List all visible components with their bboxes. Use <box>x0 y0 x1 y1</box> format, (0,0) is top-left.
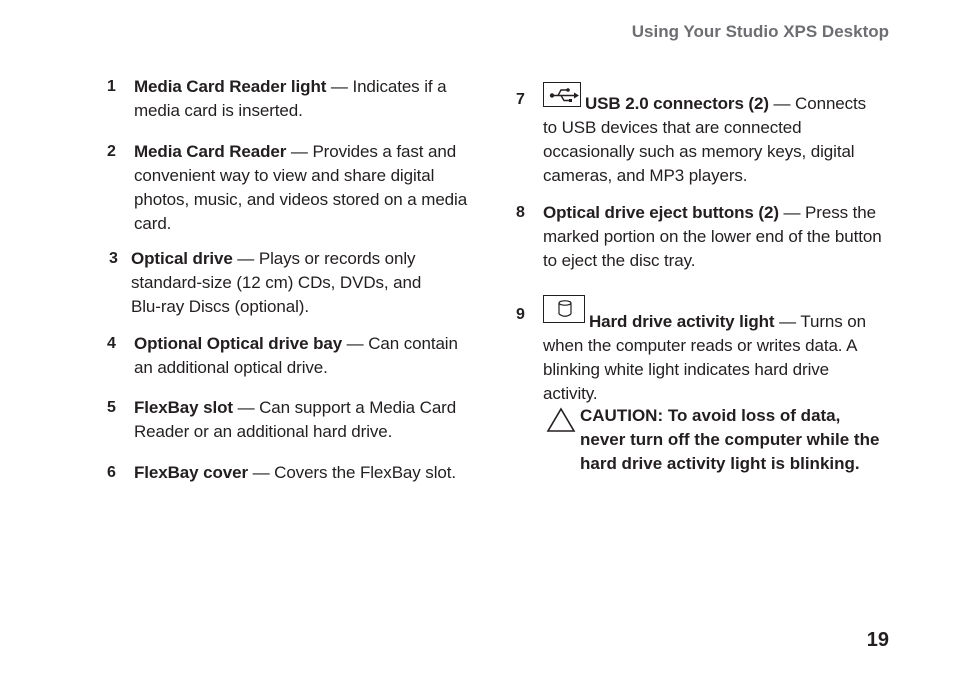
usb-icon <box>543 82 581 107</box>
item-term: Hard drive activity light <box>589 312 775 331</box>
page-number: 19 <box>866 629 889 651</box>
item-term: Optional Optical drive bay <box>134 334 343 353</box>
item-term: Optical drive <box>131 249 233 268</box>
item-description: — Can support a Media Card Reader or an additional hard drive. <box>134 398 457 441</box>
item-term: Optical drive eject buttons (2) <box>543 203 779 222</box>
item-number: 1 <box>107 78 116 95</box>
item-term: Media Card Reader light <box>134 77 327 96</box>
item-number: 9 <box>516 306 525 323</box>
item-term: FlexBay cover <box>134 463 248 482</box>
item-description: — Provides a fast and convenient way to view and share digital photos, music, and videos stored on a media card. <box>134 142 468 233</box>
warning-triangle-icon <box>546 407 576 440</box>
item-number: 5 <box>107 399 116 416</box>
item-term: FlexBay slot <box>134 398 233 417</box>
item-description: — Press the marked portion on the lower end of the button to eject the disc tray. <box>543 203 882 270</box>
item-description: — Connects to USB devices that are connected occasionally such as memory keys, digital cameras, and MP3 players. <box>543 94 867 185</box>
item-term: USB 2.0 connectors (2) <box>585 94 769 113</box>
item-description: — Plays or records only standard-size (12 cm) CDs, DVDs, and Blu-ray Discs (optional). <box>131 249 422 316</box>
item-number: 6 <box>107 464 116 481</box>
item-description: — Indicates if a media card is inserted. <box>134 77 447 120</box>
item-number: 3 <box>109 250 118 267</box>
hard-drive-icon <box>543 295 585 323</box>
item-number: 8 <box>516 204 525 221</box>
item-description: — Can contain an additional optical drive. <box>134 334 458 377</box>
page-header: Using Your Studio XPS Desktop <box>631 22 889 41</box>
item-number: 2 <box>107 143 116 160</box>
item-number: 7 <box>516 91 525 108</box>
item-description: — Turns on when the computer reads or writes data. A blinking white light indicates hard drive activity. <box>543 312 866 403</box>
item-description: — Covers the FlexBay slot. <box>248 463 456 482</box>
caution-text: CAUTION: To avoid loss of data, never turn off the computer while the hard drive activity light is blinking. <box>580 406 880 473</box>
item-term: Media Card Reader <box>134 142 287 161</box>
item-number: 4 <box>107 335 116 352</box>
